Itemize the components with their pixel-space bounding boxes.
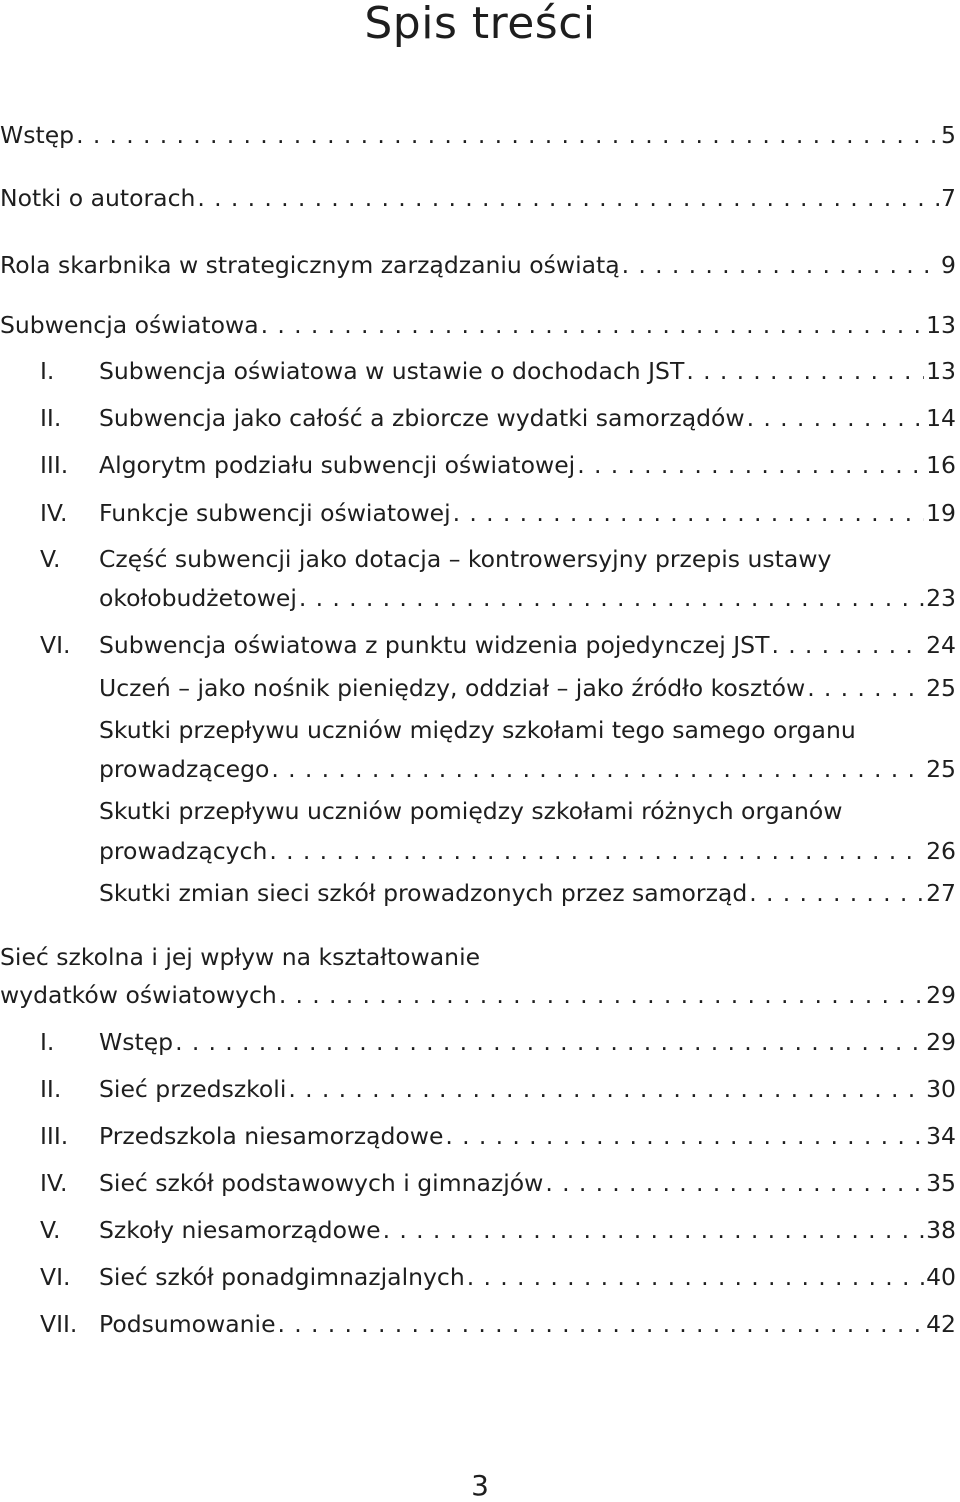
toc-entry[interactable] [0,447,958,483]
toc-entry-label: Uczeń – jako nośnik pieniędzy, oddział – jako źródło kosztów [99,674,806,702]
toc-entry[interactable] [0,1024,958,1060]
toc-entry[interactable] [0,1212,958,1248]
toc-entry-label: okołobudżetowej [99,584,297,612]
toc-entry[interactable] [0,875,958,911]
toc-entry-number: VI. [40,1263,71,1291]
toc-entry[interactable] [0,1118,958,1154]
toc-entry[interactable] [0,1165,958,1201]
dot-leader [453,495,924,531]
dot-leader [269,833,924,869]
toc-entry-page: 9 [941,251,956,279]
toc-entry[interactable] [0,1306,958,1342]
page-number: 3 [471,1469,489,1502]
dot-leader [445,1118,924,1154]
toc-entry[interactable] [0,1071,958,1107]
toc-entry-label: Podsumowanie [99,1310,276,1338]
toc-entry[interactable] [0,712,958,748]
toc-entry-page: 16 [926,451,956,479]
toc-entry-label: prowadzącego [99,755,270,783]
toc-entry-label-line1: Część subwencji jako dotacja – kontrowersyjny przepis ustawy [99,545,832,573]
dot-leader [288,1071,924,1107]
toc-entry-label-line1: Sieć szkolna i jej wpływ na kształtowanie [0,943,481,971]
toc-entry-label: Subwencja oświatowa [0,311,259,339]
toc-entry-page: 34 [926,1122,956,1150]
toc-entry-number: VI. [40,631,71,659]
dot-leader [622,247,939,283]
toc-entry-label: Skutki zmian sieci szkół prowadzonych przez samorząd [99,879,748,907]
dot-leader [261,307,924,343]
dot-leader [577,447,924,483]
toc-entry-label: Szkoły niesamorządowe [99,1216,381,1244]
toc-entry-page: 7 [941,184,956,212]
dot-leader [749,875,924,911]
toc-entry-number: V. [40,1216,61,1244]
toc-entry[interactable] [0,939,958,975]
toc-entry-label: Przedszkola niesamorządowe [99,1122,444,1150]
toc-entry-page: 30 [926,1075,956,1103]
toc-entry-page: 25 [926,674,956,702]
dot-leader [686,353,924,389]
toc-entry-continuation[interactable] [0,833,958,869]
dot-leader [271,751,924,787]
toc-entry-label: Sieć szkół podstawowych i gimnazjów [99,1169,544,1197]
page-title: Spis treści [364,0,596,49]
toc-entry-page: 29 [926,1028,956,1056]
toc-entry-page: 13 [926,311,956,339]
toc-entry-page: 40 [926,1263,956,1291]
toc-entry-continuation[interactable] [0,580,958,616]
toc-entry-label: Subwencja oświatowa w ustawie o dochodach JST [99,357,685,385]
dot-leader [299,580,924,616]
toc-entry-label-line1: Skutki przepływu uczniów pomiędzy szkołami różnych organów [99,797,843,825]
dot-leader [383,1212,924,1248]
toc-entry-continuation[interactable] [0,977,958,1013]
dot-leader [175,1024,924,1060]
toc-entry-label: wydatków oświatowych [0,981,277,1009]
toc-entry-label: Rola skarbnika w strategicznym zarządzaniu oświatą [0,251,620,279]
toc-entry[interactable] [0,793,958,829]
toc-entry[interactable] [0,541,958,577]
toc-entry-number: II. [40,1075,62,1103]
toc-entry-number: V. [40,545,61,573]
toc-entry-label: Wstęp [0,121,75,149]
toc-entry[interactable] [0,1259,958,1295]
toc-entry[interactable] [0,353,958,389]
toc-entry[interactable] [0,117,958,153]
toc-entry[interactable] [0,495,958,531]
toc-entry-page: 26 [926,837,956,865]
toc-entry[interactable] [0,670,958,706]
toc-entry-label: Sieć przedszkoli [99,1075,287,1103]
toc-entry-number: VII. [40,1310,78,1338]
toc-entry-page: 27 [926,879,956,907]
toc-entry-label: Funkcje subwencji oświatowej [99,499,451,527]
toc-entry-number: IV. [40,1169,68,1197]
toc-entry[interactable] [0,307,958,343]
toc-entry-label: Algorytm podziału subwencji oświatowej [99,451,576,479]
toc-entry-page: 38 [926,1216,956,1244]
toc-entry-number: I. [40,357,55,385]
toc-entry-page: 19 [926,499,956,527]
toc-entry[interactable] [0,180,958,216]
dot-leader [747,400,924,436]
toc-entry-page: 35 [926,1169,956,1197]
toc-entry-label-line1: Skutki przepływu uczniów między szkołami tego samego organu [99,716,856,744]
dot-leader [76,117,939,153]
dot-leader [279,977,924,1013]
toc-entry-page: 42 [926,1310,956,1338]
toc-entry-page: 13 [926,357,956,385]
toc-entry-number: III. [40,451,69,479]
dot-leader [545,1165,924,1201]
dot-leader [807,670,924,706]
toc-entry[interactable] [0,627,958,663]
toc-entry-page: 25 [926,755,956,783]
toc-entry-page: 14 [926,404,956,432]
toc-entry[interactable] [0,247,958,283]
toc-entry-page: 29 [926,981,956,1009]
toc-entry-label: Notki o autorach [0,184,196,212]
toc-entry-number: IV. [40,499,68,527]
toc-entry-number: II. [40,404,62,432]
toc-entry[interactable] [0,400,958,436]
toc-entry-number: III. [40,1122,69,1150]
toc-entry-label: Subwencja jako całość a zbiorcze wydatki samorządów [99,404,745,432]
toc-entry-number: I. [40,1028,55,1056]
toc-entry-label: Subwencja oświatowa z punktu widzenia pojedynczej JST [99,631,770,659]
toc-entry-label: prowadzących [99,837,268,865]
toc-entry-page: 5 [941,121,956,149]
toc-entry-label: Sieć szkół ponadgimnazjalnych [99,1263,465,1291]
dot-leader [278,1306,925,1342]
toc-entry-label: Wstęp [99,1028,174,1056]
dot-leader [467,1259,924,1295]
dot-leader [771,627,924,663]
toc-entry-page: 23 [926,584,956,612]
toc-entry-page: 24 [926,631,956,659]
toc-entry-continuation[interactable] [0,751,958,787]
dot-leader [197,180,939,216]
